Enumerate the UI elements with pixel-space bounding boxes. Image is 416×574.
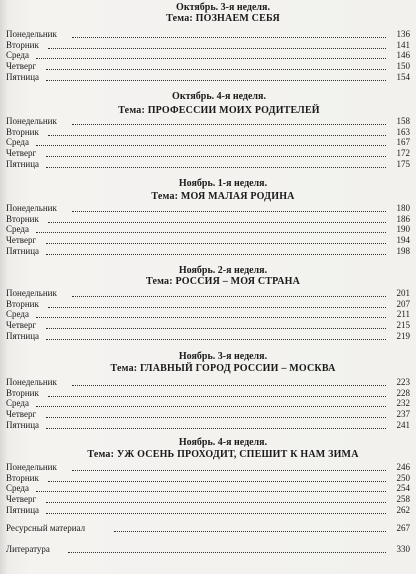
toc-row[interactable] — [6, 398, 410, 409]
toc-day: Пятница — [6, 419, 40, 430]
section-heading — [0, 437, 416, 460]
toc-day: Четверг — [6, 61, 37, 72]
section-topic: Тема: ПОЗНАЕМ СЕБЯ — [166, 13, 280, 24]
toc-row[interactable] — [6, 148, 410, 159]
toc-day: Понедельник — [6, 116, 57, 126]
toc-row[interactable] — [6, 377, 410, 388]
toc-page-number: 223 — [396, 377, 410, 387]
toc-page-number: 201 — [396, 288, 410, 298]
section-week: Ноябрь. 3-я неделя. — [178, 351, 268, 362]
section-heading — [0, 178, 416, 202]
toc-rows — [6, 29, 410, 82]
toc-page-number: 207 — [396, 298, 410, 309]
toc-page-number: 228 — [396, 387, 410, 398]
toc-day: Четверг — [6, 494, 37, 505]
toc-row[interactable] — [6, 214, 410, 225]
toc-page-number: 330 — [396, 544, 410, 554]
section-topic: Тема: РОССИЯ – МОЯ СТРАНА — [145, 276, 301, 287]
section-heading — [0, 351, 416, 374]
section-heading — [0, 2, 416, 24]
toc-row[interactable] — [6, 40, 410, 51]
toc-page-number: 172 — [396, 148, 410, 159]
toc-rows — [6, 377, 410, 430]
toc-section-oct-week4 — [0, 91, 416, 169]
toc-day: Среда — [6, 224, 29, 235]
toc-page-number: 232 — [396, 398, 410, 409]
toc-page-number: 241 — [396, 419, 410, 430]
section-topic: Тема: ПРОФЕССИИ МОИХ РОДИТЕЛЕЙ — [118, 105, 320, 116]
section-week: Ноябрь. 4-я неделя. — [178, 437, 268, 448]
toc-row[interactable] — [6, 246, 410, 257]
toc-row[interactable] — [6, 505, 410, 516]
toc-page-number: 254 — [396, 483, 410, 494]
toc-day: Четверг — [6, 320, 37, 331]
toc-day: Вторник — [6, 126, 39, 137]
toc-row[interactable] — [6, 288, 410, 299]
toc-entry-label: Ресурсный материал — [6, 523, 86, 533]
toc-row[interactable] — [6, 29, 410, 40]
toc-day: Пятница — [6, 71, 40, 82]
toc-day: Среда — [6, 50, 29, 61]
toc-row[interactable] — [6, 235, 410, 246]
section-week: Ноябрь. 2-я неделя. — [178, 265, 268, 276]
toc-day: Вторник — [6, 39, 39, 50]
toc-day: Среда — [6, 309, 29, 320]
toc-rows — [6, 523, 410, 555]
toc-page-number: 194 — [396, 235, 410, 246]
toc-page-number: 154 — [396, 71, 410, 82]
toc-row[interactable] — [6, 50, 410, 61]
toc-page-number: 211 — [396, 309, 410, 320]
toc-day: Среда — [6, 398, 29, 409]
section-topic: Тема: УЖ ОСЕНЬ ПРОХОДИТ, СПЕШИТ К НАМ ЗИМА — [87, 449, 359, 460]
toc-day: Среда — [6, 137, 29, 148]
section-week: Октябрь. 4-я неделя. — [172, 91, 266, 102]
toc-row[interactable] — [6, 309, 410, 320]
toc-page-number: 146 — [396, 50, 410, 61]
toc-page-number: 167 — [396, 137, 410, 148]
toc-day: Пятница — [6, 330, 40, 341]
toc-row[interactable] — [6, 61, 410, 72]
toc-row[interactable] — [6, 388, 410, 399]
toc-row[interactable] — [6, 494, 410, 505]
toc-page-number: 237 — [396, 409, 410, 420]
toc-row[interactable] — [6, 473, 410, 484]
toc-row[interactable] — [6, 462, 410, 473]
toc-page-number: 141 — [396, 39, 410, 50]
toc-day: Пятница — [6, 158, 40, 169]
section-heading — [0, 91, 416, 116]
section-week: Ноябрь. 1-я неделя. — [178, 178, 268, 189]
toc-row-literature[interactable] — [6, 544, 410, 555]
toc-day: Вторник — [6, 387, 39, 398]
toc-section-oct-week3 — [0, 2, 416, 82]
toc-row[interactable] — [6, 159, 410, 170]
section-topic: Тема: МОЯ МАЛАЯ РОДИНА — [151, 191, 295, 202]
toc-rows — [6, 203, 410, 256]
toc-row[interactable] — [6, 224, 410, 235]
toc-day: Четверг — [6, 148, 37, 159]
section-heading — [0, 265, 416, 287]
toc-page-number: 219 — [396, 330, 410, 341]
section-week: Октябрь. 3-я неделя. — [176, 2, 270, 13]
toc-row[interactable] — [6, 116, 410, 127]
toc-row[interactable] — [6, 409, 410, 420]
toc-page-number: 150 — [396, 61, 410, 72]
toc-day: Понедельник — [6, 462, 57, 472]
toc-row[interactable] — [6, 127, 410, 138]
toc-page-number: 250 — [396, 472, 410, 483]
toc-rows — [6, 462, 410, 515]
toc-page-number: 258 — [396, 494, 410, 505]
toc-section-nov-week4 — [0, 437, 416, 515]
toc-row[interactable] — [6, 299, 410, 310]
toc-entry-label: Литература — [6, 544, 50, 554]
toc-page-number: 136 — [396, 29, 410, 39]
toc-row[interactable] — [6, 203, 410, 214]
toc-row[interactable] — [6, 420, 410, 431]
section-topic: Тема: ГЛАВНЫЙ ГОРОД РОССИИ – МОСКВА — [110, 363, 336, 374]
toc-page-number: 186 — [396, 213, 410, 224]
toc-row[interactable] — [6, 331, 410, 342]
toc-day: Пятница — [6, 245, 40, 256]
toc-day: Среда — [6, 483, 29, 494]
toc-page-number: 175 — [396, 158, 410, 169]
toc-day: Понедельник — [6, 203, 57, 213]
toc-rows — [6, 288, 410, 341]
toc-section-nov-week2 — [0, 265, 416, 341]
toc-page-number: 158 — [396, 116, 410, 126]
toc-page-number: 163 — [396, 126, 410, 137]
toc-day: Понедельник — [6, 377, 57, 387]
toc-day: Понедельник — [6, 29, 57, 39]
toc-row-resources[interactable] — [6, 523, 410, 544]
toc-section-nov-week1 — [0, 178, 416, 256]
toc-day: Четверг — [6, 409, 37, 420]
toc-day: Вторник — [6, 213, 39, 224]
toc-row[interactable] — [6, 320, 410, 331]
toc-page-number: 180 — [396, 203, 410, 213]
toc-day: Вторник — [6, 298, 39, 309]
toc-row[interactable] — [6, 72, 410, 83]
toc-page-number: 215 — [396, 320, 410, 331]
toc-page-number: 198 — [396, 245, 410, 256]
toc-day: Пятница — [6, 504, 40, 515]
toc-day: Четверг — [6, 235, 37, 246]
toc-day: Понедельник — [6, 288, 57, 298]
toc-rows — [6, 116, 410, 169]
toc-page-number: 246 — [396, 462, 410, 472]
toc-page-number: 267 — [396, 523, 410, 533]
toc-row[interactable] — [6, 137, 410, 148]
toc-page-number: 262 — [396, 504, 410, 515]
toc-day: Вторник — [6, 472, 39, 483]
toc-row[interactable] — [6, 483, 410, 494]
toc-page-number: 190 — [396, 224, 410, 235]
toc-section-nov-week3 — [0, 351, 416, 430]
